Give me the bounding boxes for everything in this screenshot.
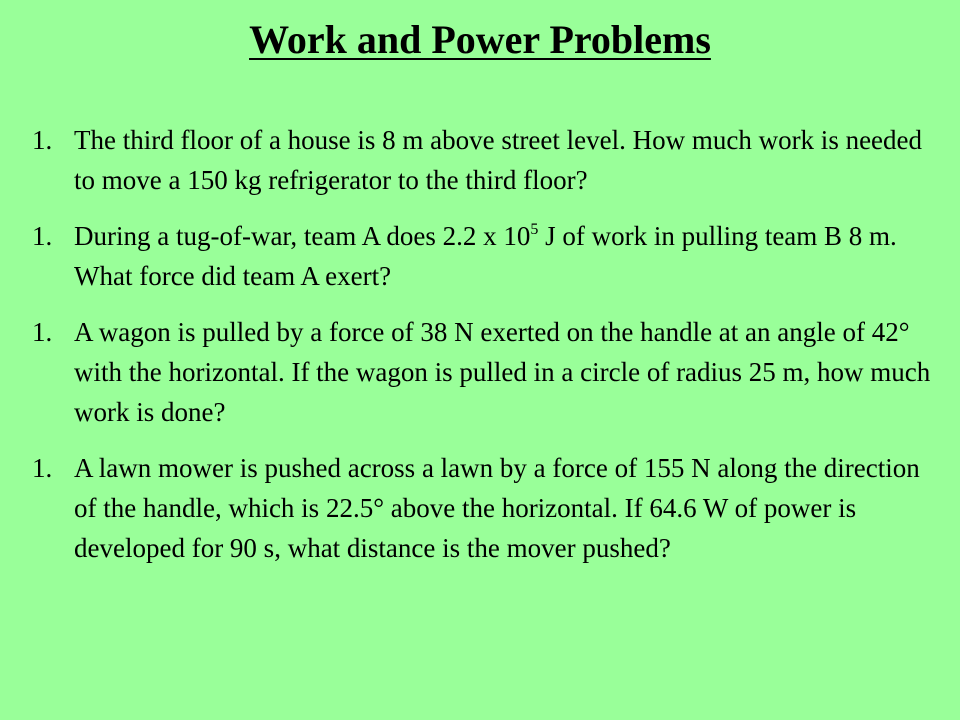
- problem-number: 1.: [32, 221, 53, 251]
- problem-text-part: During a tug-of-war, team A does 2.2 x 10: [74, 221, 531, 251]
- problem-number: 1.: [32, 317, 53, 347]
- problem-text-part: J of work in pulling team B 8 m. What force did team A exert?: [74, 221, 897, 291]
- problem-list: [32, 120, 932, 584]
- problem-number: 1.: [32, 453, 53, 483]
- problem-item-2: [32, 216, 932, 296]
- problem-number: 1.: [32, 125, 53, 155]
- exponent: 5: [530, 221, 539, 238]
- problem-item-4: [32, 448, 932, 568]
- problem-text: The third floor of a house is 8 m above street level. How much work is needed to move a 150 kg refrigerator to the third floor?: [74, 125, 923, 195]
- page-title: Work and Power Problems: [249, 17, 711, 62]
- problem-item-3: [32, 312, 932, 432]
- problem-text: A wagon is pulled by a force of 38 N exerted on the handle at an angle of 42° with the horizontal. If the wagon is pulled in a circle of radius 25 m, how much work is done?: [74, 317, 931, 427]
- problem-text: [74, 221, 897, 291]
- problem-text: A lawn mower is pushed across a lawn by a force of 155 N along the direction of the handle, which is 22.5° above the horizontal. If 64.6 W of power is developed for 90 s, what distance is the mover pushed?: [74, 453, 920, 563]
- problem-item-1: [32, 120, 932, 200]
